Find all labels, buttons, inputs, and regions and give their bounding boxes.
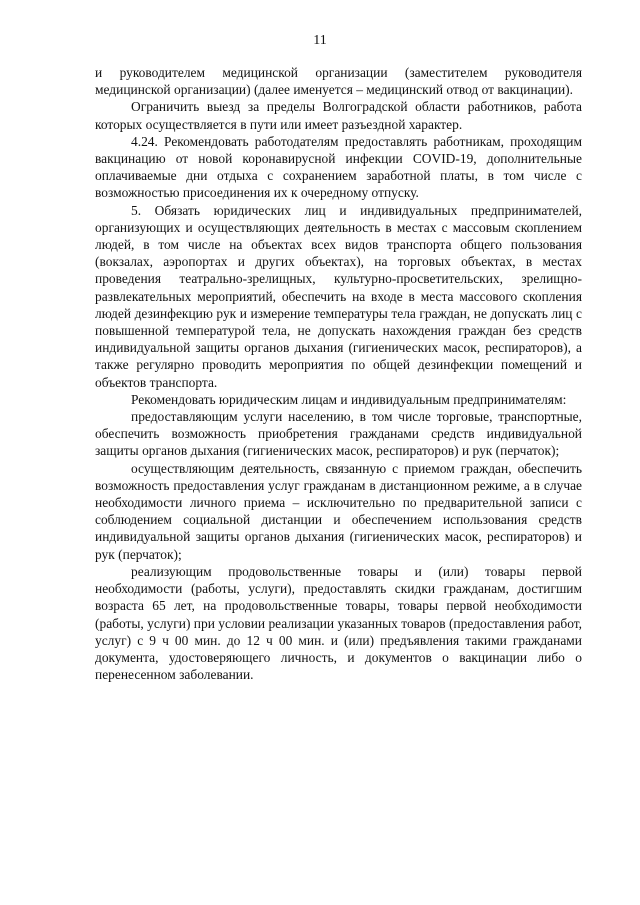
- document-body: [95, 64, 582, 683]
- paragraph-5-mass-gathering-obligations: 5. Обязать юридических лиц и индивидуальных предпринимателей, организующих и осуществляющих деятельность в местах с массовым скоплением людей, в том числе на объектах всех видов транспорта общего пользования (вокзалах, аэропортах и других объектах), на торговых объектах, в местах проведения театрально-зрелищных, культурно-просветительских, зрелищно-развлекательных мероприятий, обеспечить на входе в места массового скопления людей дезинфекцию рук и измерение температуры тела граждан, не допускать лиц с повышенной температурой тела, не допускать нахождения граждан без средств индивидуальной защиты органов дыхания (гигиенических масок, респираторов), а также регулярно проводить мероприятия по общей дезинфекции помещений и объектов транспорта.: [95, 202, 582, 390]
- paragraph-4-24-vaccination-leave: 4.24. Рекомендовать работодателям предоставлять работникам, проходящим вакцинацию от новой коронавирусной инфекции COVID-19, дополнительные оплачиваемые дни отдыха с сохранением заработной платы, в том числе с возможностью присоединения их к очередному отпуску.: [95, 133, 582, 201]
- paragraph-medical-exemption-continuation: и руководителем медицинской организации (заместителем руководителя медицинской организации) (далее именуется – медицинский отвод от вакцинации).: [95, 65, 582, 98]
- paragraph-remote-services: осуществляющим деятельность, связанную с приемом граждан, обеспечить возможность предоставления услуг гражданам в дистанционном режиме, а в случае необходимости личного приема – исключительно по предварительной записи с соблюдением социальной дистанции и обеспечением использования средств индивидуальной защиты органов дыхания (гигиенических масок, респираторов) и рук (перчаток);: [95, 460, 582, 562]
- paragraph-senior-discounts: реализующим продовольственные товары и (или) товары первой необходимости (работы, услуги), предоставлять скидки гражданам, достигшим возраста 65 лет, на продовольственные товары, товары первой необходимости (работы, услуги) при условии реализации указанных товаров (предоставления работ, услуг) с 9 ч 00 мин. до 12 ч 00 мин. и (или) предъявления такими гражданами документа, удостоверяющего личность, и документов о вакцинации либо о перенесенном заболевании.: [95, 563, 583, 683]
- paragraph-recommendation-intro: Рекомендовать юридическим лицам и индивидуальным предпринимателям:: [131, 391, 567, 407]
- page-number: 11: [313, 33, 327, 48]
- paragraph-protective-equipment-sales: предоставляющим услуги населению, в том числе торговые, транспортные, обеспечить возможность приобретения гражданами средств индивидуальной защиты органов дыхания (гигиенических масок, респираторов) и рук (перчаток);: [95, 409, 582, 459]
- paragraph-travel-restriction: Ограничить выезд за пределы Волгоградской области работников, работа которых осуществляется в пути или имеет разъездной характер.: [95, 99, 582, 132]
